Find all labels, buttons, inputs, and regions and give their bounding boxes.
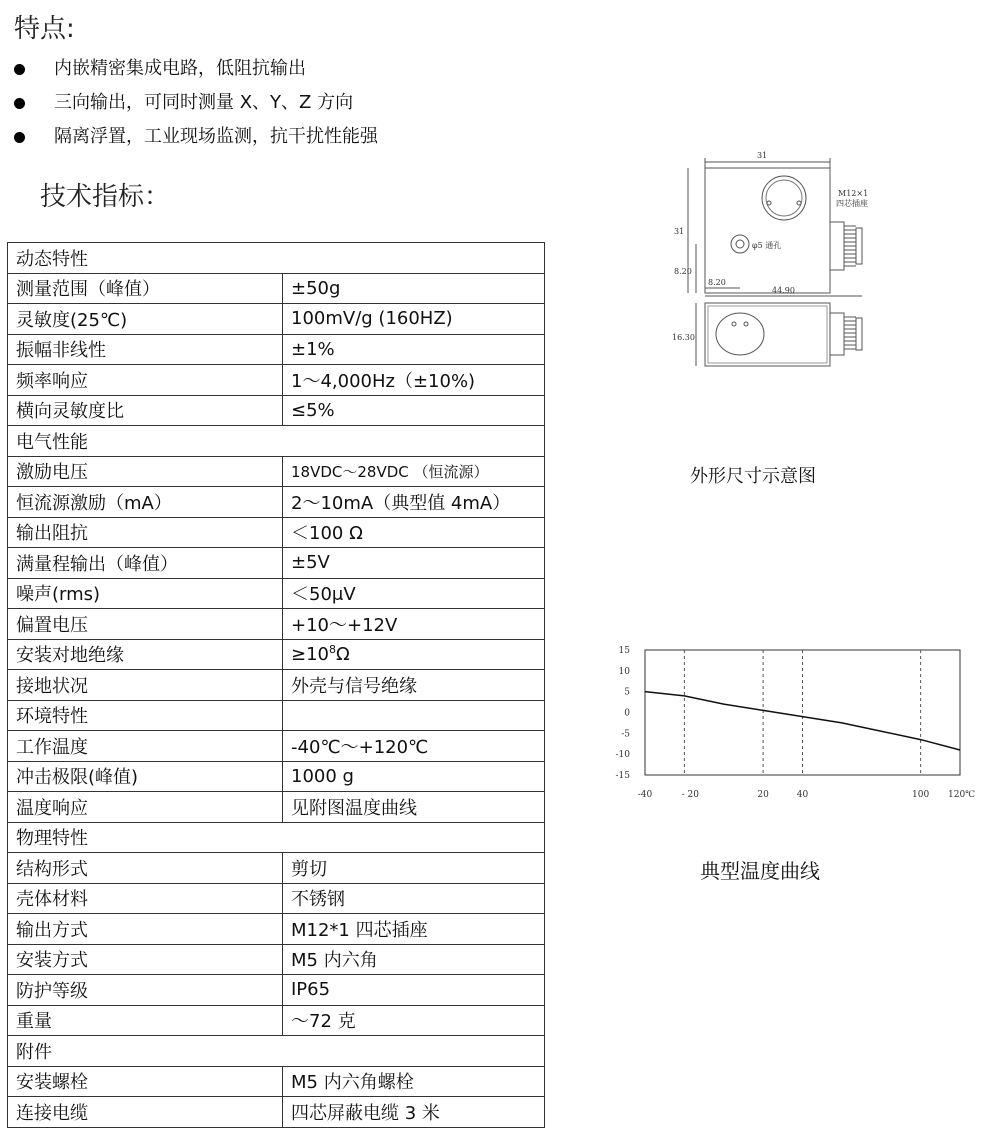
spec-label: 偏置电压 <box>8 609 283 640</box>
spec-value: M12*1 四芯插座 <box>283 914 545 945</box>
table-row <box>8 609 545 640</box>
sensor-body-top <box>705 168 830 293</box>
spec-label: 激励电压 <box>8 456 283 487</box>
x-tick-label: - 20 <box>681 790 699 800</box>
dim-side-height: 31 <box>674 227 685 236</box>
spec-value: 100mV/g (160HZ) <box>283 304 545 335</box>
spec-value: ～72 克 <box>283 1005 545 1036</box>
features-title: 特点: <box>14 14 75 44</box>
features-list <box>14 52 378 154</box>
dim-hole-horizontal: 8.20 <box>708 278 726 287</box>
table-row <box>8 517 545 548</box>
spec-label: 振幅非线性 <box>8 334 283 365</box>
table-row <box>8 395 545 426</box>
bullet-icon <box>14 64 25 75</box>
spec-value: 1～4,000Hz（±10%) <box>283 365 545 396</box>
spec-value: ＜50μV <box>283 578 545 609</box>
spec-label: 输出阻抗 <box>8 517 283 548</box>
specs-title: 技术指标： <box>40 182 171 212</box>
dim-top-width: 31 <box>757 151 768 160</box>
table-row <box>8 883 545 914</box>
spec-label: 恒流源激励（mA） <box>8 487 283 518</box>
table-row <box>8 334 545 365</box>
section-environment: 环境特性 <box>8 700 283 731</box>
table-row <box>8 1097 545 1128</box>
spec-label: 壳体材料 <box>8 883 283 914</box>
spec-value: +10～+12V <box>283 609 545 640</box>
y-tick-label: 5 <box>624 687 630 698</box>
section-row <box>8 426 545 457</box>
section-row <box>8 1036 545 1067</box>
spec-value: 18VDC～28VDC （恒流源） <box>283 456 545 487</box>
table-row <box>8 670 545 701</box>
x-tick-label: 40 <box>796 790 809 800</box>
spec-label: 安装方式 <box>8 944 283 975</box>
dim-hole-vertical: 8.20 <box>674 267 692 276</box>
chart-title: 典型温度曲线 <box>700 859 820 883</box>
spec-label: 安装螺栓 <box>8 1066 283 1097</box>
spec-value: ±5V <box>283 548 545 579</box>
table-row <box>8 1066 545 1097</box>
bullet-icon <box>14 98 25 109</box>
table-row <box>8 304 545 335</box>
spec-label: 冲击极限(峰值) <box>8 761 283 792</box>
table-row <box>8 914 545 945</box>
table-row <box>8 944 545 975</box>
spec-label: 测量范围（峰值） <box>8 273 283 304</box>
spec-label: 频率响应 <box>8 365 283 396</box>
mounting-hole <box>731 235 749 253</box>
spec-label: 防护等级 <box>8 975 283 1006</box>
spec-value: 不锈钢 <box>283 883 545 914</box>
spec-label: 满量程输出（峰值） <box>8 548 283 579</box>
connector-face <box>762 176 806 220</box>
section-row <box>8 822 545 853</box>
y-tick-label: -15 <box>615 771 630 781</box>
spec-label: 结构形式 <box>8 853 283 884</box>
x-tick-label: 20 <box>757 790 769 800</box>
y-tick-label: 0 <box>624 708 630 719</box>
drawing-caption: 外形尺寸示意图 <box>690 466 816 487</box>
spec-value: ±1% <box>283 334 545 365</box>
spec-value: ±50g <box>283 273 545 304</box>
spec-label: 灵敏度(25℃) <box>8 304 283 335</box>
table-row <box>8 548 545 579</box>
section-accessories: 附件 <box>8 1036 545 1067</box>
connector-label: M12×1 <box>838 189 869 198</box>
spec-value: 外壳与信号绝缘 <box>283 670 545 701</box>
section-row <box>8 243 545 274</box>
sensor-body-side <box>705 303 830 366</box>
spec-label: 输出方式 <box>8 914 283 945</box>
section-row <box>8 700 545 731</box>
spec-value: ≤5% <box>283 395 545 426</box>
y-tick-labels <box>616 646 631 781</box>
connector-thread <box>844 226 856 266</box>
table-row <box>8 975 545 1006</box>
table-row <box>8 1005 545 1036</box>
spec-value: -40℃～+120℃ <box>283 731 545 762</box>
dimension-drawing <box>660 148 880 378</box>
spec-label: 噪声(rms) <box>8 578 283 609</box>
table-row <box>8 731 545 762</box>
x-tick-labels <box>638 790 976 800</box>
spec-value: 2～10mA（典型值 4mA） <box>283 487 545 518</box>
spec-label: 工作温度 <box>8 731 283 762</box>
x-tick-label: 120℃ <box>948 790 976 800</box>
x-tick-label: 100 <box>912 790 930 800</box>
specs-table <box>7 242 545 1128</box>
section-electrical: 电气性能 <box>8 426 545 457</box>
section-dynamic: 动态特性 <box>8 243 545 274</box>
y-tick-label: -10 <box>615 750 630 761</box>
table-row <box>8 456 545 487</box>
table-row <box>8 639 545 670</box>
y-tick-label: -5 <box>621 729 630 740</box>
bullet-icon <box>14 132 25 143</box>
feature-item: 三向输出，可同时测量 X、Y、Z 方向 <box>14 86 378 120</box>
spec-value: 剪切 <box>283 853 545 884</box>
spec-value: 见附图温度曲线 <box>283 792 545 823</box>
y-tick-label: 10 <box>618 666 630 677</box>
spec-label: 连接电缆 <box>8 1097 283 1128</box>
spec-value: M5 内六角螺栓 <box>283 1066 545 1097</box>
x-tick-label: -40 <box>637 790 653 800</box>
spec-value: 四芯屏蔽电缆 3 米 <box>283 1097 545 1128</box>
table-row <box>8 273 545 304</box>
spec-value: 1000 g <box>283 761 545 792</box>
spec-value: IP65 <box>283 975 545 1006</box>
feature-item: 隔离浮置，工业现场监测，抗干扰性能强 <box>14 120 378 154</box>
feature-item: 内嵌精密集成电路，低阻抗输出 <box>14 52 378 86</box>
table-row <box>8 761 545 792</box>
spec-label: 温度响应 <box>8 792 283 823</box>
table-row <box>8 792 545 823</box>
spec-label: 横向灵敏度比 <box>8 395 283 426</box>
x-gridlines <box>684 650 920 775</box>
spec-value: ＜100 Ω <box>283 517 545 548</box>
connector-desc-label: 四芯插座 <box>836 199 868 208</box>
spec-label: 安装对地绝缘 <box>8 639 283 670</box>
spec-value: M5 内六角 <box>283 944 545 975</box>
table-row <box>8 487 545 518</box>
hole-label: φ5 通孔 <box>752 241 782 250</box>
y-tick-label: 15 <box>618 646 630 656</box>
dim-total-length: 44.90 <box>772 286 795 295</box>
spec-label: 重量 <box>8 1005 283 1036</box>
table-row <box>8 365 545 396</box>
temperature-chart <box>606 640 986 810</box>
dim-side-view-height: 16.30 <box>672 333 695 342</box>
table-row <box>8 853 545 884</box>
section-physical: 物理特性 <box>8 822 545 853</box>
spec-value: $\ge 10^8\Omega$ <box>283 639 545 670</box>
table-row <box>8 578 545 609</box>
spec-label: 接地状况 <box>8 670 283 701</box>
